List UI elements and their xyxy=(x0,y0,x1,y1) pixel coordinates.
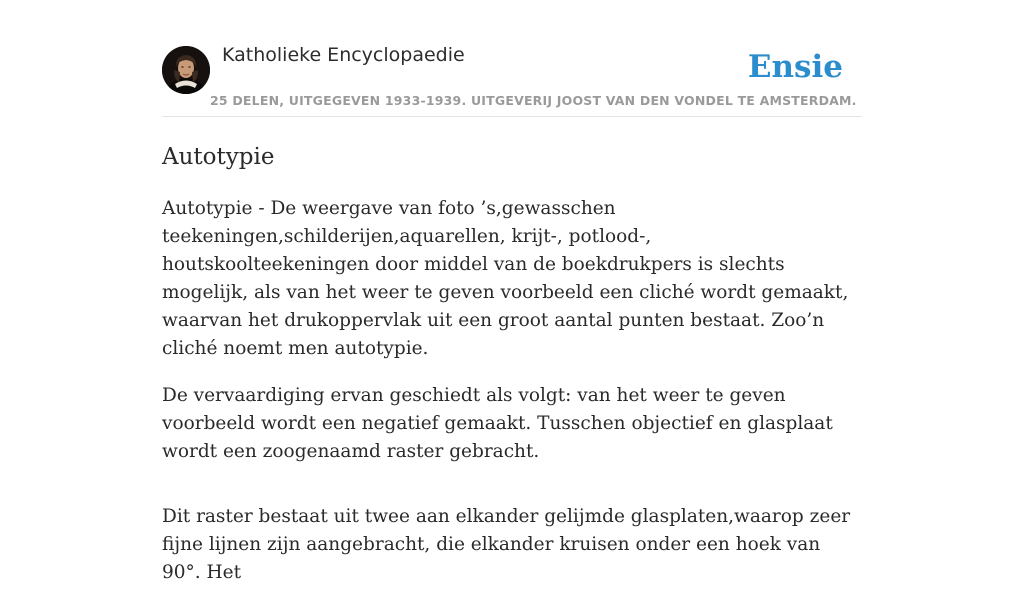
portrait-avatar[interactable] xyxy=(162,46,210,94)
article-body xyxy=(162,195,862,587)
article-paragraph: Autotypie - De weergave van foto ’s,gewasschen teekeningen,schilderijen,aquarellen, krijt-, potlood-, houtskoolteekeningen door middel van de boekdrukpers is slechts mogelijk, als van het weer te geven voorbeeld een cliché wordt gemaakt, waarvan het drukoppervlak uit een groot aantal punten bestaat. Zoo’n cliché noemt men autotypie. xyxy=(162,198,849,359)
source-title[interactable]: Katholieke Encyclopaedie xyxy=(222,44,465,66)
portrait-icon xyxy=(162,46,210,94)
source-header xyxy=(162,0,862,117)
ensie-logo-link[interactable]: Ensie xyxy=(747,49,843,85)
article-paragraph: De vervaardiging ervan geschiedt als volgt: van het weer te geven voorbeeld wordt een negatief gemaakt. Tusschen objectief en glasplaat wordt een zoogenaamd raster gebracht. xyxy=(162,385,833,462)
source-subtitle: 25 DELEN, UITGEGEVEN 1933-1939. UITGEVERIJ JOOST VAN DEN VONDEL TE AMSTERDAM. xyxy=(210,93,857,108)
page xyxy=(162,0,862,606)
article-paragraph: Dit raster bestaat uit twee aan elkander gelijmde glasplaten,waarop zeer fijne lijnen zijn aangebracht, die elkander kruisen onder een hoek van 90°. Het xyxy=(162,506,851,583)
article-title: Autotypie xyxy=(162,144,275,170)
